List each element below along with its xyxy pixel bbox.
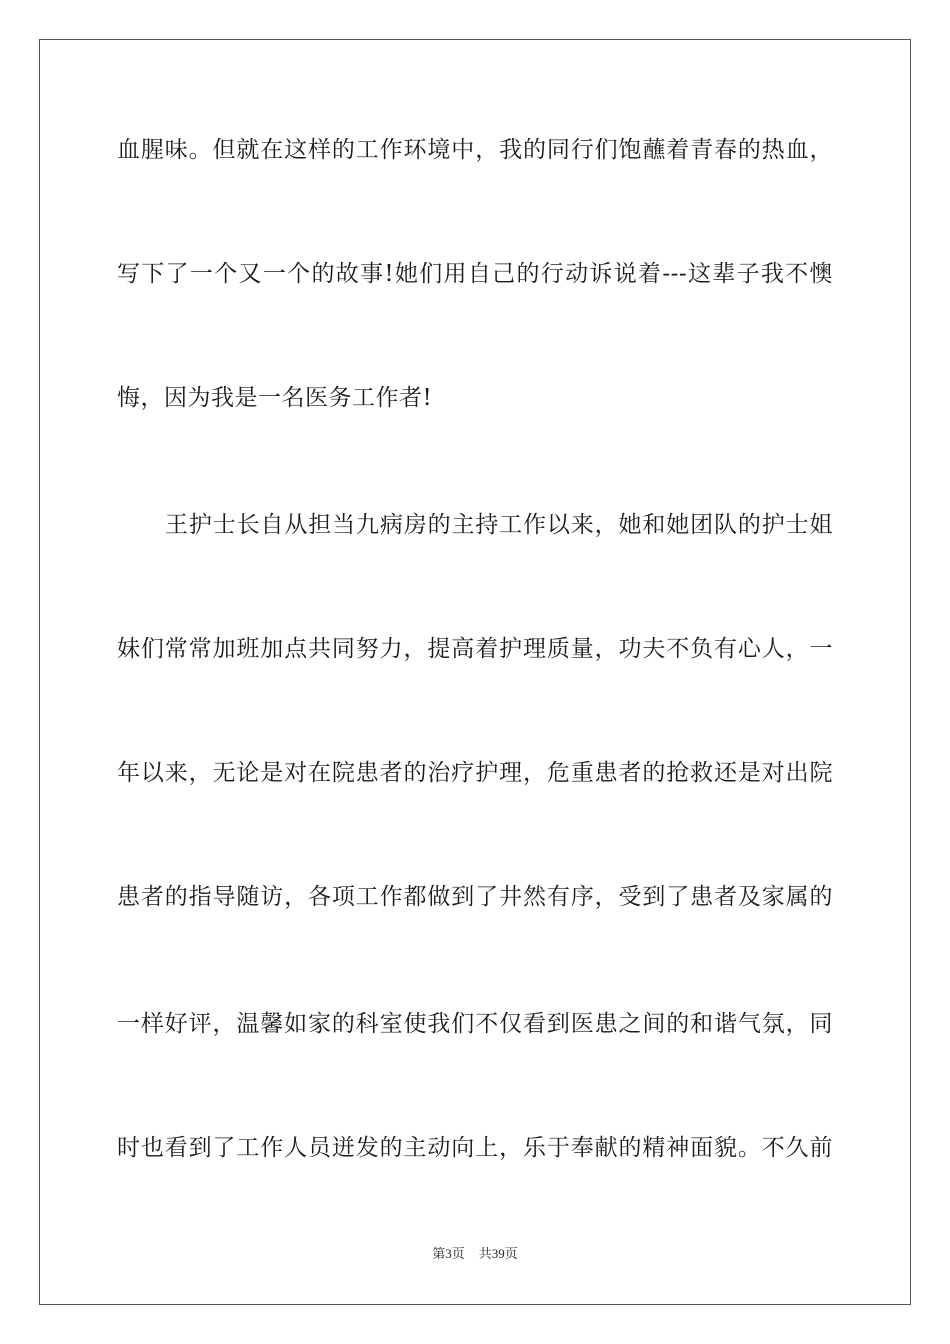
- page-footer: [0, 1245, 950, 1263]
- text-line: 血腥味。但就在这样的工作环境中，我的同行们饱蘸着青春的热血，: [117, 137, 833, 163]
- text-line: 患者的指导随访，各项工作都做到了井然有序，受到了患者及家属的: [117, 884, 833, 910]
- page-border: [39, 39, 911, 1305]
- text-line: 时也看到了工作人员迸发的主动向上，乐于奉献的精神面貌。不久前: [117, 1135, 833, 1161]
- text-line: 一样好评，温馨如家的科室使我们不仅看到医患之间的和谐气氛，同: [117, 1011, 833, 1037]
- text-line: 年以来，无论是对在院患者的治疗护理，危重患者的抢救还是对出院: [117, 760, 833, 786]
- text-line: 悔，因为我是一名医务工作者!: [117, 385, 433, 411]
- text-line: 写下了一个又一个的故事!她们用自己的行动诉说着---这辈子我不懊: [117, 261, 833, 287]
- paragraph-first-line: 王护士长自从担当九病房的主持工作以来，她和她团队的护士姐: [165, 512, 833, 538]
- page-number: 第3页: [432, 1246, 465, 1261]
- total-pages: 共39页: [478, 1246, 518, 1261]
- text-line: 妹们常常加班加点共同努力，提高着护理质量，功夫不负有心人，一: [117, 636, 833, 662]
